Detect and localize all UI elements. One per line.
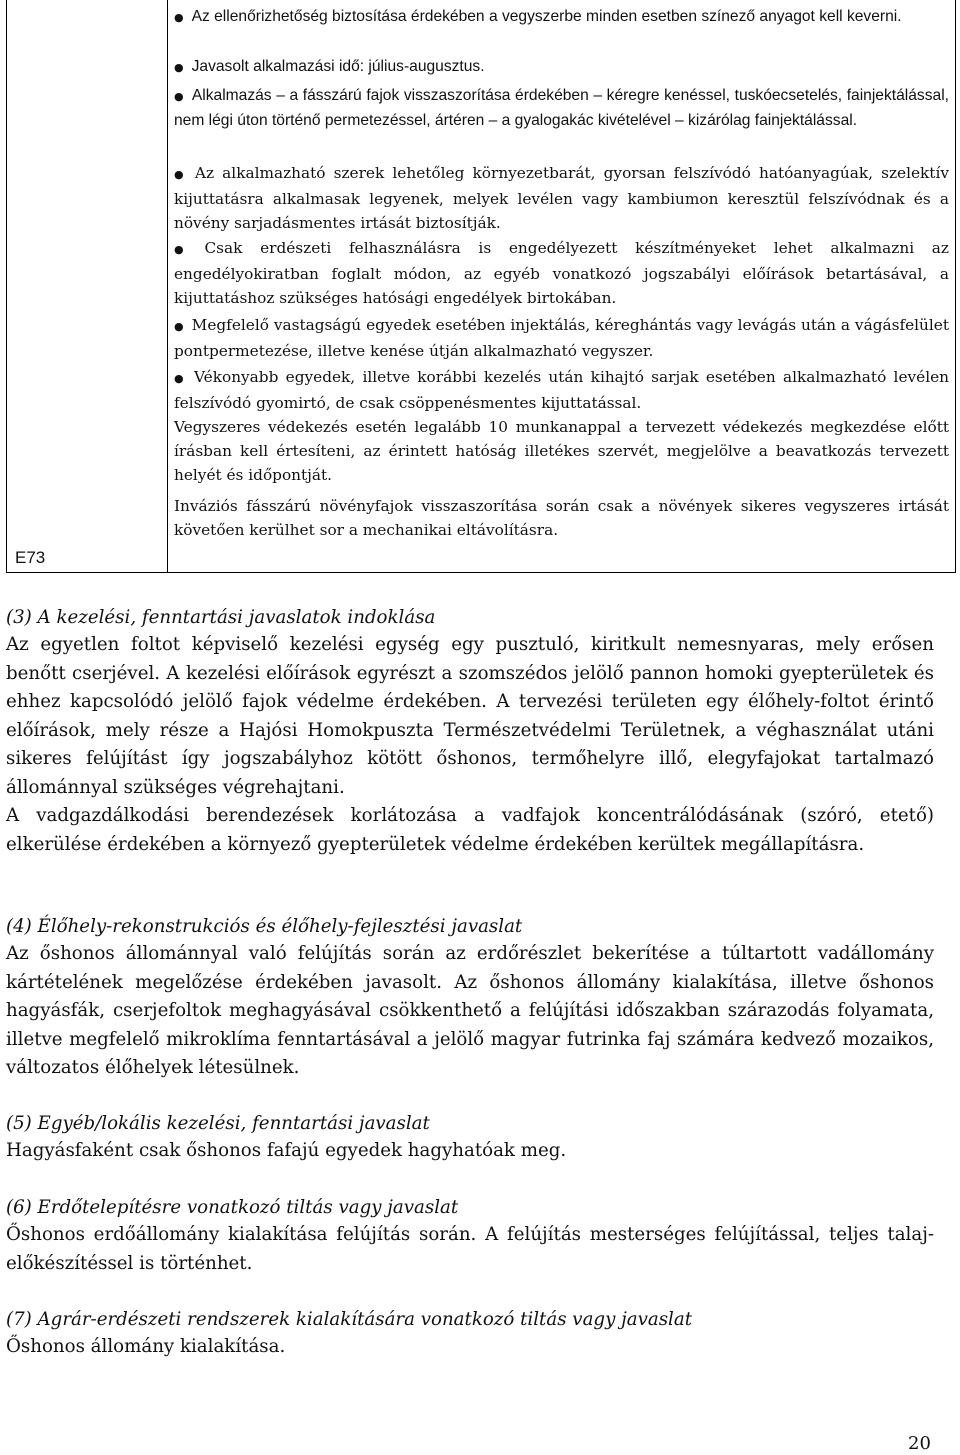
section-heading: (6) Erdőtelepítésre vonatkozó tiltás vagy javaslat [6,1197,459,1218]
plain-item: Inváziós fásszárú növényfajok visszaszorítása során csak a növények sikeres vegyszeres irtását követően kerülhet sor a mechanikai eltávolításra. [174,497,949,539]
bullet-item: ● Az ellenőrizhetőség biztosítása érdekében a vegyszerbe minden esetben színező anyagot kell keverni. [174,8,902,25]
section-6 [6,1194,934,1278]
bullet-icon: ● [174,168,187,181]
bullet-item: ● Alkalmazás – a fásszárú fajok visszaszorítása érdekében – kéregre kenéssel, tuskóecsetelés, fainjektálással, nem légi úton történő permetezéssel, ártéren – a gyalogakác kivételével – kizárólag fainjektálással. [174,87,949,129]
bullet-item: ● Az alkalmazható szerek lehetőleg környezetbarát, gyorsan felszívódó hatóanyagúak, szelektív kijuttatásra alkalmasak legyenek, melyek levélen vagy kambiumon keresztül felszívódnak és a növény sarjadásmentes irtását biztosítják. [174,164,949,232]
section-paragraph: Az egyetlen foltot képviselő kezelési egység egy pusztuló, kiritkult nemesnyaras, mely erősen benőtt cserjével. A kezelési előírások egyrészt a szomszédos jelölő pannon homoki gyepterületek és ehhez kapcsolódó jelölő fajok védelme érdekében. A tervezési területen egy élőhely-foltot érintő előírások, mely része a Hajósi Homokpuszta Természetvédelmi Területnek, a véghasználat utáni sikeres felújítást így jogszabályhoz kötött őshonos, termőhelyre illő, elegyfajokat tartalmazó állománnyal szükséges végrehajtani. [6,634,934,798]
bullet-item: ● Vékonyabb egyedek, illetve korábbi kezelés után kihajtó sarjak esetében alkalmazható levélen felszívódó gyomirtó, de csak csöppenésmentes kijuttatással. [174,368,949,412]
section-heading: (5) Egyéb/lokális kezelési, fenntartási javaslat [6,1113,430,1134]
treatment-code: E73 [15,548,46,567]
section-4 [6,913,934,1083]
section-7 [6,1306,934,1362]
section-heading: (7) Agrár-erdészeti rendszerek kialakítására vonatkozó tiltás vagy javaslat [6,1309,693,1330]
bullet-icon: ● [174,320,184,333]
bullet-icon: ● [174,11,184,24]
bullet-icon: ● [174,61,184,74]
section-heading: (4) Élőhely-rekonstrukciós és élőhely-fejlesztési javaslat [6,916,523,937]
section-3 [6,604,934,859]
page-number: 20 [908,1433,931,1454]
bullet-icon: ● [174,243,197,256]
section-paragraph: Őshonos erdőállomány kialakítása felújítás során. A felújítás mesterséges felújítással, teljes talaj-előkészítéssel is történhet. [6,1224,934,1274]
bullet-icon: ● [174,372,187,385]
column-divider [167,0,168,572]
section-paragraph: Őshonos állomány kialakítása. [6,1336,286,1357]
section-paragraph: Az őshonos állománnyal való felújítás során az erdőrészlet bekerítése a túltartott vadállomány kártételének megelőzése érdekében javasolt. Az őshonos állomány kialakítása, illetve őshonos hagyásfák, cserjefoltok meghagyásával csökkenthető a felújítási időszakban szárazodás folyamata, illetve megfelelő mikroklíma fenntartásával a jelölő magyar futrinka faj számára kedvező mozaikos, változatos élőhelyek létesülnek. [6,943,934,1078]
bullet-item: ● Megfelelő vastagságú egyedek esetében injektálás, kéreghántás vagy levágás után a vágásfelület pontpermetezése, illetve kenése útján alkalmazható vegyszer. [174,316,950,360]
section-5 [6,1110,934,1166]
bullet-item: ● Javasolt alkalmazási idő: július-augusztus. [174,58,485,75]
section-paragraph: A vadgazdálkodási berendezések korlátozása a vadfajok koncentrálódásának (szóró, etető) elkerülése érdekében a környező gyepterületek védelme érdekében kerültek megállapításra. [6,805,934,855]
section-heading: (3) A kezelési, fenntartási javaslatok indoklása [6,607,436,628]
bullet-icon: ● [174,90,184,103]
section-paragraph: Hagyásfaként csak őshonos fafajú egyedek hagyhatóak meg. [6,1140,567,1161]
bullet-item: ● Csak erdészeti felhasználásra is engedélyezett készítményeket lehet alkalmazni az engedélyokiratban foglalt módon, az egyéb vonatkozó jogszabályi előírások betartásával, a kijuttatáshoz szükséges hatósági engedélyek birtokában. [174,239,949,307]
plain-item: Vegyszeres védekezés esetén legalább 10 munkanappal a tervezett védekezés megkezdése előtt írásban kell értesíteni, az érintett hatóság illetékes szervét, megjelölve a beavatkozás tervezett helyét és időpontját. [174,418,949,484]
